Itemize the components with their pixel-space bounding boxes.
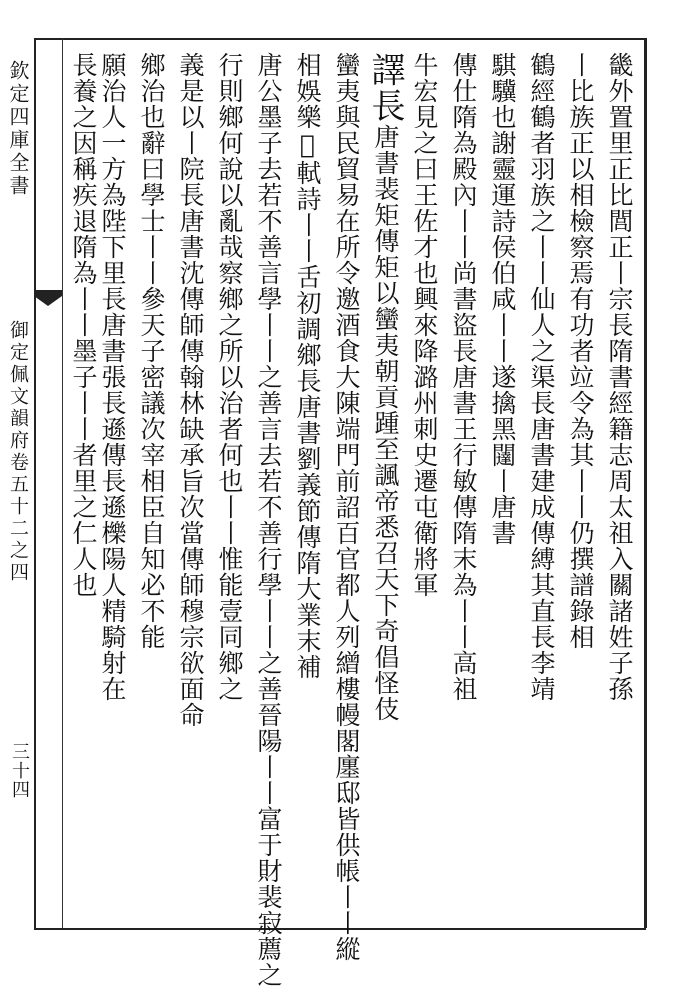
text-column	[446, 52, 480, 922]
volume-number: 卷五十二之四	[7, 452, 29, 584]
frame-left-rule	[34, 38, 36, 928]
text-column	[365, 52, 405, 922]
text-column	[66, 52, 100, 922]
column-text: 鶴經鶴者羽族之丨丨仙人之渠長唐書建成傳縛其直長李靖	[527, 52, 556, 702]
frame-top-rule	[34, 38, 646, 40]
book-title: 欽定四庫全書	[6, 60, 30, 198]
margin-rule	[62, 38, 63, 928]
text-column	[95, 52, 129, 922]
text-column	[329, 52, 363, 962]
text-column	[134, 52, 168, 922]
column-text: 傳仕隋為殿內丨丨尚書盜長唐書王行敏傳隋末為丨丨高祖	[449, 52, 478, 702]
column-text: 騏驥也謝靈運詩侯伯咸丨丨遂擒黑闥丨唐書	[488, 52, 517, 546]
column-text: 唐書裴矩傳矩以蠻夷朝貢踵至諷帝悉召天下奇倡怪伎	[371, 124, 400, 722]
text-column	[563, 52, 597, 922]
column-text: 願治人一方為陛下里長唐書張長遜傳長遜櫟陽人精騎射在	[98, 52, 127, 702]
column-text: 蠻夷與民貿易在所令邀酒食大陳端門前詔百官都人列繒樓幔閣廛邸皆供帳丨丨縱	[332, 52, 361, 962]
column-text: 唐公墨子去若不善言學丨丨之善言去若不善行學丨丨之善晉陽丨丨富于財裴寂薦之	[254, 52, 283, 988]
frame-right-rule	[644, 38, 647, 928]
column-text: 相娛樂𢧐軾詩丨丨舌初調鄉長唐書劉義節傳隋大業末補	[293, 52, 322, 680]
text-column	[251, 52, 285, 988]
entry-head: 譯長	[365, 52, 405, 124]
column-text: 長養之因稱疾退隋為丨丨墨子丨丨者里之仁人也	[69, 52, 98, 598]
volume-label	[6, 320, 30, 584]
fishtail-mark-icon	[34, 290, 62, 312]
column-text: 義是以丨院長唐書沈傳師傳翰林缺承旨次當傳師穆宗欲面命	[176, 52, 205, 728]
text-column	[290, 52, 324, 922]
page-number: 三十四	[9, 742, 30, 799]
column-text: 鄉治也辭曰學士丨丨參天子密議次宰相臣自知必不能	[137, 52, 166, 650]
column-text: 行則鄉何說以亂哉察鄉之所以治者何也丨丨惟能壹同鄉之	[215, 52, 244, 702]
column-text: 牛宏見之曰王佐才也興來降潞州刺史遷屯衛將軍	[410, 52, 439, 598]
text-column	[485, 52, 519, 922]
column-text: 畿外置里正比閭正丨宗長隋書經籍志周太祖入關諸姓子孫	[605, 52, 634, 702]
text-column	[173, 52, 207, 922]
column-text: 丨比族正以相檢察焉有功者竝令為其丨丨仍撰譜錄相	[566, 52, 595, 650]
text-column	[407, 52, 441, 922]
text-column	[602, 52, 636, 922]
text-column	[212, 52, 246, 922]
text-column	[524, 52, 558, 922]
volume-title: 御定佩文韻府	[7, 320, 29, 452]
